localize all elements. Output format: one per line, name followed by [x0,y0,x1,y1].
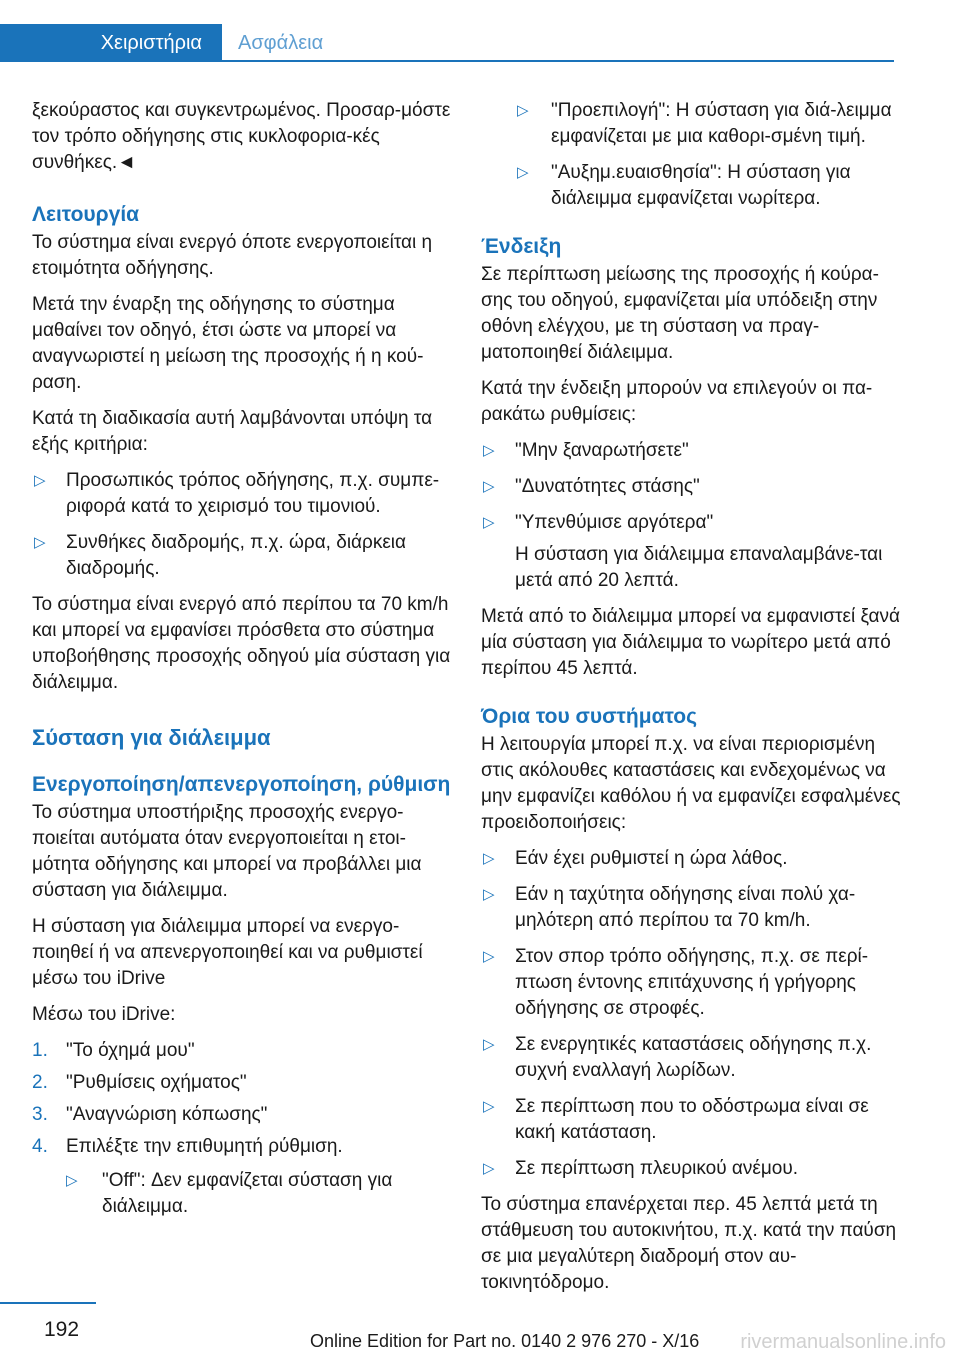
triangle-bullet-icon: ▷ [483,1036,495,1053]
list-item-text: Εάν έχει ρυθμιστεί η ώρα λάθος. [515,848,788,869]
function-paragraph: Μετά την έναρξη της οδήγησης το σύστημα μαθαίνει τον οδηγό, έτσι ώστε να μπορεί να αναγνωριστεί η μείωση της προσοχής ή η κού-ραση. [32,294,424,393]
function-paragraph: Κατά τη διαδικασία αυτή λαμβάνονται υπόψη τα εξής κριτήρια: [32,408,433,455]
activation-heading: Ενεργοποίηση/απενεργοποίηση, ρύθμιση [32,773,451,796]
list-item-text: Συνθήκες διαδρομής, π.χ. ώρα, διάρκεια διαδρομής. [66,532,407,579]
display-options-list [481,438,901,594]
triangle-bullet-icon: ▷ [483,442,495,459]
list-item [481,1094,901,1146]
list-item-text: Σε περίπτωση πλευρικού ανέμου. [515,1158,798,1179]
page-number: 192 [44,1318,80,1341]
list-item [481,510,901,594]
list-item-text: Σε περίπτωση που το οδόστρωμα είναι σε κακή κατάσταση. [515,1096,869,1143]
step-text: "Ρυθμίσεις οχήματος" [66,1072,247,1093]
triangle-bullet-icon: ▷ [34,472,46,489]
list-item [481,474,901,500]
watermark: rivermanualsonline.info [740,1331,946,1353]
list-item-text: Σε ενεργητικές καταστάσεις οδήγησης π.χ. συχνή εναλλαγή λωρίδων. [515,1034,872,1081]
list-item [481,846,901,872]
triangle-bullet-icon: ▷ [483,514,495,531]
triangle-bullet-icon: ▷ [483,1160,495,1177]
setting-options-list [66,1168,456,1220]
list-item-text: "Υπενθύμισε αργότερα" [515,512,714,533]
list-item-text: "Δυνατότητες στάσης" [515,476,700,497]
limits-heading: Όρια του συστήματος [481,705,698,728]
edition-note: Online Edition for Part no. 0140 2 976 270 - X/16 [310,1331,700,1351]
step-item [32,1134,456,1220]
via-idrive-text: Μέσω του iDrive: [32,1004,176,1025]
list-item [66,1168,456,1220]
steps-list [32,1038,456,1220]
list-item-text: "Μην ξαναρωτήσετε" [515,440,689,461]
activation-paragraph: Το σύστημα υποστήριξης προσοχής ενεργο-ποιείται αυτόματα όταν ενεργοποιείται η ετοι-μότητα οδήγησης και μπορεί να προβάλλει μια σύσταση για διάλειμμα. [32,802,422,901]
step-item [32,1102,456,1128]
triangle-bullet-icon: ▷ [34,534,46,551]
list-item [481,882,901,934]
activation-paragraph: Η σύσταση για διάλειμμα μπορεί να ενεργο-ποιηθεί ή να απενεργοποιηθεί και να ρυθμιστεί μέσω του iDrive [32,916,423,989]
break-heading: Σύσταση για διάλειμμα [32,725,271,750]
intro-text: ξεκούραστος και συγκεντρωμένος. Προσαρ-μόστε τον τρόπο οδήγησης στις κυκλοφορια-κές συνθήκες.◄ [32,100,451,173]
display-paragraph: Σε περίπτωση μείωσης της προσοχής ή κούρα-σης του οδηγού, εμφανίζεται μία υπόδειξη στην οθόνη ελέγχου, με τη σύσταση να πραγ-ματοποιηθεί διάλειμμα. [481,264,879,363]
step-text: "Αναγνώριση κόπωσης" [66,1104,268,1125]
limits-paragraph: Η λειτουργία μπορεί π.χ. να είναι περιορισμένη στις ακόλουθες καταστάσεις και ενδεχομένως να μην εμφανίζει καθόλου ή να εμφανίζει εσφαλμένες προειδοποιήσεις: [481,734,901,833]
criteria-list [32,468,456,582]
list-item-text: Προσωπικός τρόπος οδήγησης, π.χ. συμπε-ριφορά κατά το χειρισμό του τιμονιού. [66,470,440,517]
list-item [481,160,901,212]
triangle-bullet-icon: ▷ [483,850,495,867]
list-item [481,1156,901,1182]
triangle-bullet-icon: ▷ [483,948,495,965]
step-number: 2. [32,1072,48,1093]
step-item [32,1070,456,1096]
step-text: Επιλέξτε την επιθυμητή ρύθμιση. [66,1136,343,1157]
list-item-text: Εάν η ταχύτητα οδήγησης είναι πολύ χα-μηλότερη από περίπου τα 70 km/h. [515,884,856,931]
list-item-text: "Προεπιλογή": Η σύσταση για διά-λειμμα εμφανίζεται με μια καθορι-σμένη τιμή. [551,100,892,147]
limits-paragraph: Το σύστημα επανέρχεται περ. 45 λεπτά μετά τη στάθμευση του αυτοκινήτου, π.χ. κατά την παύση σε μια μεγαλύτερη διαδρομή στον αυ-τοκινητόδρομο. [481,1194,897,1293]
step-text: "Το όχημά μου" [66,1040,195,1061]
list-item-text: "Αυξημ.ευαισθησία": Η σύσταση για διάλειμμα εμφανίζεται νωρίτερα. [551,162,851,209]
triangle-bullet-icon: ▷ [483,886,495,903]
list-item [481,438,901,464]
header-divider [222,60,894,62]
footer-divider [0,1302,96,1304]
triangle-bullet-icon: ▷ [66,1172,78,1189]
limits-list [481,846,901,1182]
list-item [481,1032,901,1084]
step-number: 1. [32,1040,48,1061]
triangle-bullet-icon: ▷ [517,102,529,119]
display-paragraph: Μετά από το διάλειμμα μπορεί να εμφανιστεί ξανά μία σύσταση για διάλειμμα το νωρίτερο μετά από περίπου 45 λεπτά. [481,606,900,679]
tab-safety[interactable]: Ασφάλεια [238,32,324,54]
left-column [32,98,456,1228]
list-item [481,944,901,1022]
page-header [0,0,960,62]
display-paragraph: Κατά την ένδειξη μπορούν να επιλεγούν οι πα-ρακάτω ρυθμίσεις: [481,378,873,425]
list-item [32,468,456,520]
triangle-bullet-icon: ▷ [517,164,529,181]
display-heading: Ένδειξη [481,235,562,258]
step-item [32,1038,456,1064]
triangle-bullet-icon: ▷ [483,1098,495,1115]
tab-controls[interactable]: Χειριστήρια [0,24,222,62]
step-number: 4. [32,1136,48,1157]
function-paragraph: Το σύστημα είναι ενεργό όποτε ενεργοποιείται η ετοιμότητα οδήγησης. [32,232,433,279]
function-paragraph: Το σύστημα είναι ενεργό από περίπου τα 70 km/h και μπορεί να εμφανίσει πρόσθετα στο σύστημα υποβοήθησης προσοχής οδηγού μία σύσταση για διάλειμμα. [32,594,451,693]
remind-note: Η σύσταση για διάλειμμα επαναλαμβάνε-ται μετά από 20 λεπτά. [515,544,883,591]
triangle-bullet-icon: ▷ [483,478,495,495]
right-column [481,98,901,1306]
step-number: 3. [32,1104,48,1125]
list-item [32,530,456,582]
list-item-text: "Off": Δεν εμφανίζεται σύσταση για διάλειμμα. [102,1170,393,1217]
function-heading: Λειτουργία [32,203,140,226]
setting-options-list-continued [481,98,901,212]
list-item-text: Στον σπορ τρόπο οδήγησης, π.χ. σε περί-πτωση έντονης επιτάχυνσης ή γρήγορης οδήγησης σε στροφές. [515,946,869,1019]
list-item [481,98,901,150]
